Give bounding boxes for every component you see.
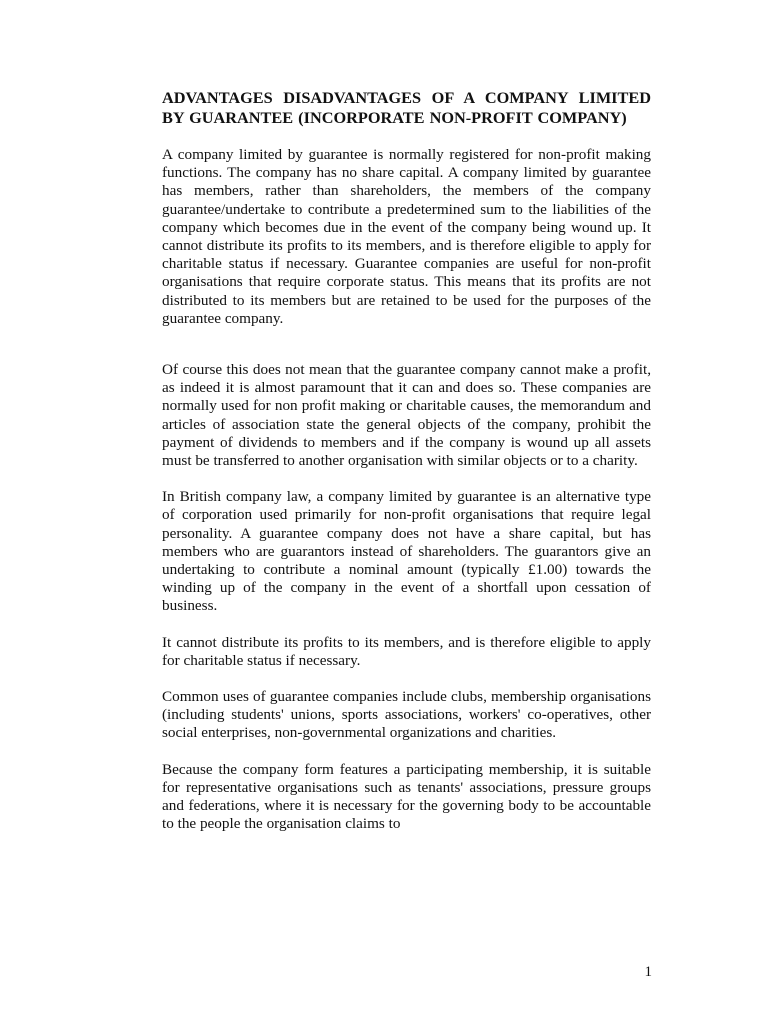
page-content (162, 88, 651, 834)
spacer (162, 328, 651, 361)
spacer (162, 470, 651, 488)
spacer (162, 128, 651, 146)
spacer (162, 743, 651, 761)
spacer (162, 670, 651, 688)
page-number: 1 (644, 964, 652, 980)
paragraph-4: It cannot distribute its profits to its members, and is therefore eligible to apply for charitable status if necessary. (162, 633, 651, 669)
paragraph-1: A company limited by guarantee is normally registered for non-profit making functions. The company has no share capital. A company limited by guarantee has members, rather than shareholders, the members of the company guarantee/undertake to contribute a predetermined sum to the liabilities of the company which becomes due in the event of the company being wound up. It cannot distribute its profits to its members, and is therefore eligible to apply for charitable status if necessary. Guarantee companies are useful for non-profit organisations that require corporate status. This means that its profits are not distributed to its members but are retained to be used for the purposes of the guarantee company. (162, 146, 651, 327)
paragraph-3: In British company law, a company limited by guarantee is an alternative type of corporation used primarily for non-profit organisations that require legal personality. A guarantee company does not have a share capital, but has members who are guarantors instead of shareholders. The guarantors give an undertaking to contribute a nominal amount (typically £1.00) towards the winding up of the company in the event of a shortfall upon cessation of business. (162, 488, 651, 615)
paragraph-5: Common uses of guarantee companies include clubs, membership organisations (including students' unions, sports associations, workers' co-operatives, other social enterprises, non-governmental organizations and charities. (162, 688, 651, 742)
paragraph-2: Of course this does not mean that the guarantee company cannot make a profit, as indeed it is almost paramount that it can and does so. These companies are normally used for non profit making or charitable causes, the memorandum and articles of association state the general objects of the company, prohibit the payment of dividends to members and if the company is wound up all assets must be transferred to another organisation with similar objects or to a charity. (162, 361, 651, 470)
spacer (162, 616, 651, 634)
paragraph-6: Because the company form features a participating membership, it is suitable for representative organisations such as tenants' associations, pressure groups and federations, where it is necessary for the governing body to be accountable to the people the organisation claims to (162, 760, 651, 833)
document-title: ADVANTAGES DISADVANTAGES OF A COMPANY LIMITED BY GUARANTEE (INCORPORATE NON-PROFIT COMPANY) (162, 88, 651, 127)
